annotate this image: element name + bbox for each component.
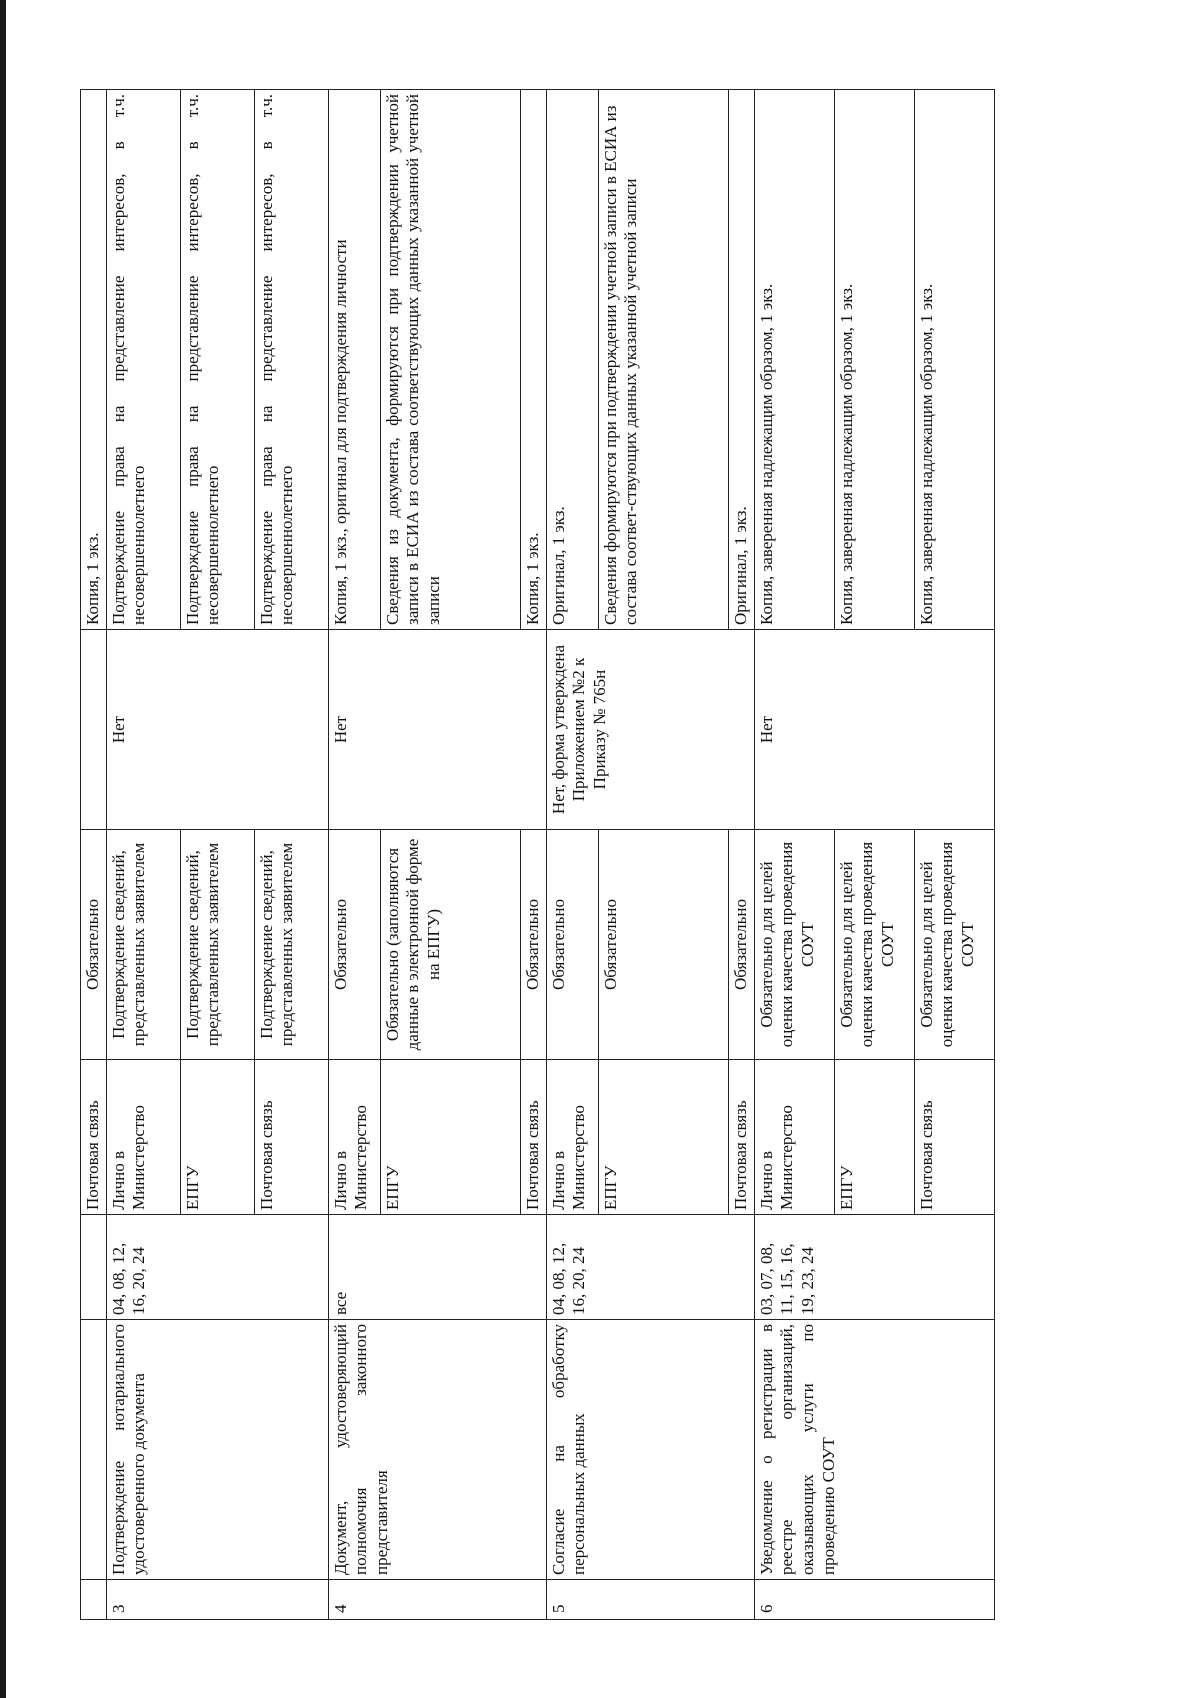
row-num-cell: 4 — [328, 1580, 546, 1620]
result-cell: Подтверждение права на представление интересов, в т.ч. несовершеннолетнего — [180, 90, 254, 630]
delivery-cell: ЕПГУ — [598, 1060, 728, 1215]
codes-cell — [81, 1215, 107, 1320]
document-name-cell: Документ, удостоверяющий полномочия законного представителя — [328, 1320, 546, 1580]
delivery-cell: Лично в Министерство — [754, 1060, 834, 1215]
result-cell: Оригинал, 1 экз. — [728, 90, 754, 630]
result-cell: Копия, 1 экз. — [81, 90, 107, 630]
table-row — [754, 90, 834, 1620]
result-cell: Подтверждение права на представление интересов, в т.ч. несовершеннолетнего — [254, 90, 328, 630]
obligation-cell: Обязательно — [546, 830, 598, 1060]
result-cell: Копия, заверенная надлежащим образом, 1 экз. — [834, 90, 914, 630]
obligation-cell: Подтверждение сведений, представленных заявителем — [106, 830, 180, 1060]
result-cell: Сведения из документа, формируются при подтверждении учетной записи в ЕСИА из состава соответствующих данных указанной учетной записи — [380, 90, 520, 630]
row-num-cell: 6 — [754, 1580, 994, 1620]
form-cell: Нет — [754, 630, 994, 830]
documents-table — [80, 89, 995, 1620]
row-num-cell: 3 — [106, 1580, 328, 1620]
document-name-cell: Согласие на обработку персональных данных — [546, 1320, 754, 1580]
codes-cell: все — [328, 1215, 546, 1320]
table-row — [546, 90, 598, 1620]
form-cell — [81, 630, 107, 830]
codes-cell: 04, 08, 12, 16, 20, 24 — [546, 1215, 754, 1320]
row-num-cell — [81, 1580, 107, 1620]
obligation-cell: Обязательно для целей оценки качества проведения СОУТ — [914, 830, 994, 1060]
result-cell: Оригинал, 1 экз. — [546, 90, 598, 630]
obligation-cell: Обязательно — [728, 830, 754, 1060]
obligation-cell: Обязательно (заполняются данные в электронной форме на ЕПГУ) — [380, 830, 520, 1060]
result-cell: Копия, заверенная надлежащим образом, 1 экз. — [914, 90, 994, 630]
delivery-cell: Лично в Министерство — [328, 1060, 380, 1215]
scan-left-edge — [0, 0, 6, 1698]
delivery-cell: ЕПГУ — [834, 1060, 914, 1215]
delivery-cell: Почтовая связь — [914, 1060, 994, 1215]
delivery-cell: Почтовая связь — [728, 1060, 754, 1215]
form-cell: Нет, форма утверждена Приложением №2 к Приказу № 765н — [546, 630, 754, 830]
result-cell: Копия, 1 экз., оригинал для подтверждения личности — [328, 90, 380, 630]
delivery-cell: ЕПГУ — [380, 1060, 520, 1215]
codes-cell: 04, 08, 12, 16, 20, 24 — [106, 1215, 328, 1320]
delivery-cell: Лично в Министерство — [546, 1060, 598, 1215]
delivery-cell: Лично в Министерство — [106, 1060, 180, 1215]
result-cell: Сведения формируются при подтверждении учетной записи в ЕСИА из состава соответ-ствующих данных указанной учетной записи — [598, 90, 728, 630]
row-num-cell: 5 — [546, 1580, 754, 1620]
result-cell: Копия, 1 экз. — [520, 90, 546, 630]
form-cell: Нет — [106, 630, 328, 830]
result-cell: Подтверждение права на представление интересов, в т.ч. несовершеннолетнего — [106, 90, 180, 630]
obligation-cell: Обязательно — [328, 830, 380, 1060]
obligation-cell: Подтверждение сведений, представленных заявителем — [254, 830, 328, 1060]
document-name-cell — [81, 1320, 107, 1580]
rotated-page — [80, 90, 1080, 1620]
obligation-cell: Обязательно — [520, 830, 546, 1060]
document-name-cell: Уведомление о регистрации в реестре организаций, оказывающих услуги по проведению СОУТ — [754, 1320, 994, 1580]
obligation-cell: Обязательно для целей оценки качества проведения СОУТ — [754, 830, 834, 1060]
delivery-cell: Почтовая связь — [81, 1060, 107, 1215]
obligation-cell: Обязательно — [81, 830, 107, 1060]
obligation-cell: Обязательно — [598, 830, 728, 1060]
result-cell: Копия, заверенная надлежащим образом, 1 экз. — [754, 90, 834, 630]
delivery-cell: Почтовая связь — [520, 1060, 546, 1215]
obligation-cell: Обязательно для целей оценки качества проведения СОУТ — [834, 830, 914, 1060]
obligation-cell: Подтверждение сведений, представленных заявителем — [180, 830, 254, 1060]
delivery-cell: ЕПГУ — [180, 1060, 254, 1215]
table-row — [81, 90, 107, 1620]
form-cell: Нет — [328, 630, 546, 830]
document-name-cell: Подтверждение нотариального удостоверенного документа — [106, 1320, 328, 1580]
table-row — [328, 90, 380, 1620]
codes-cell: 03, 07, 08, 11, 15, 16, 19, 23, 24 — [754, 1215, 994, 1320]
table-row — [106, 90, 180, 1620]
delivery-cell: Почтовая связь — [254, 1060, 328, 1215]
